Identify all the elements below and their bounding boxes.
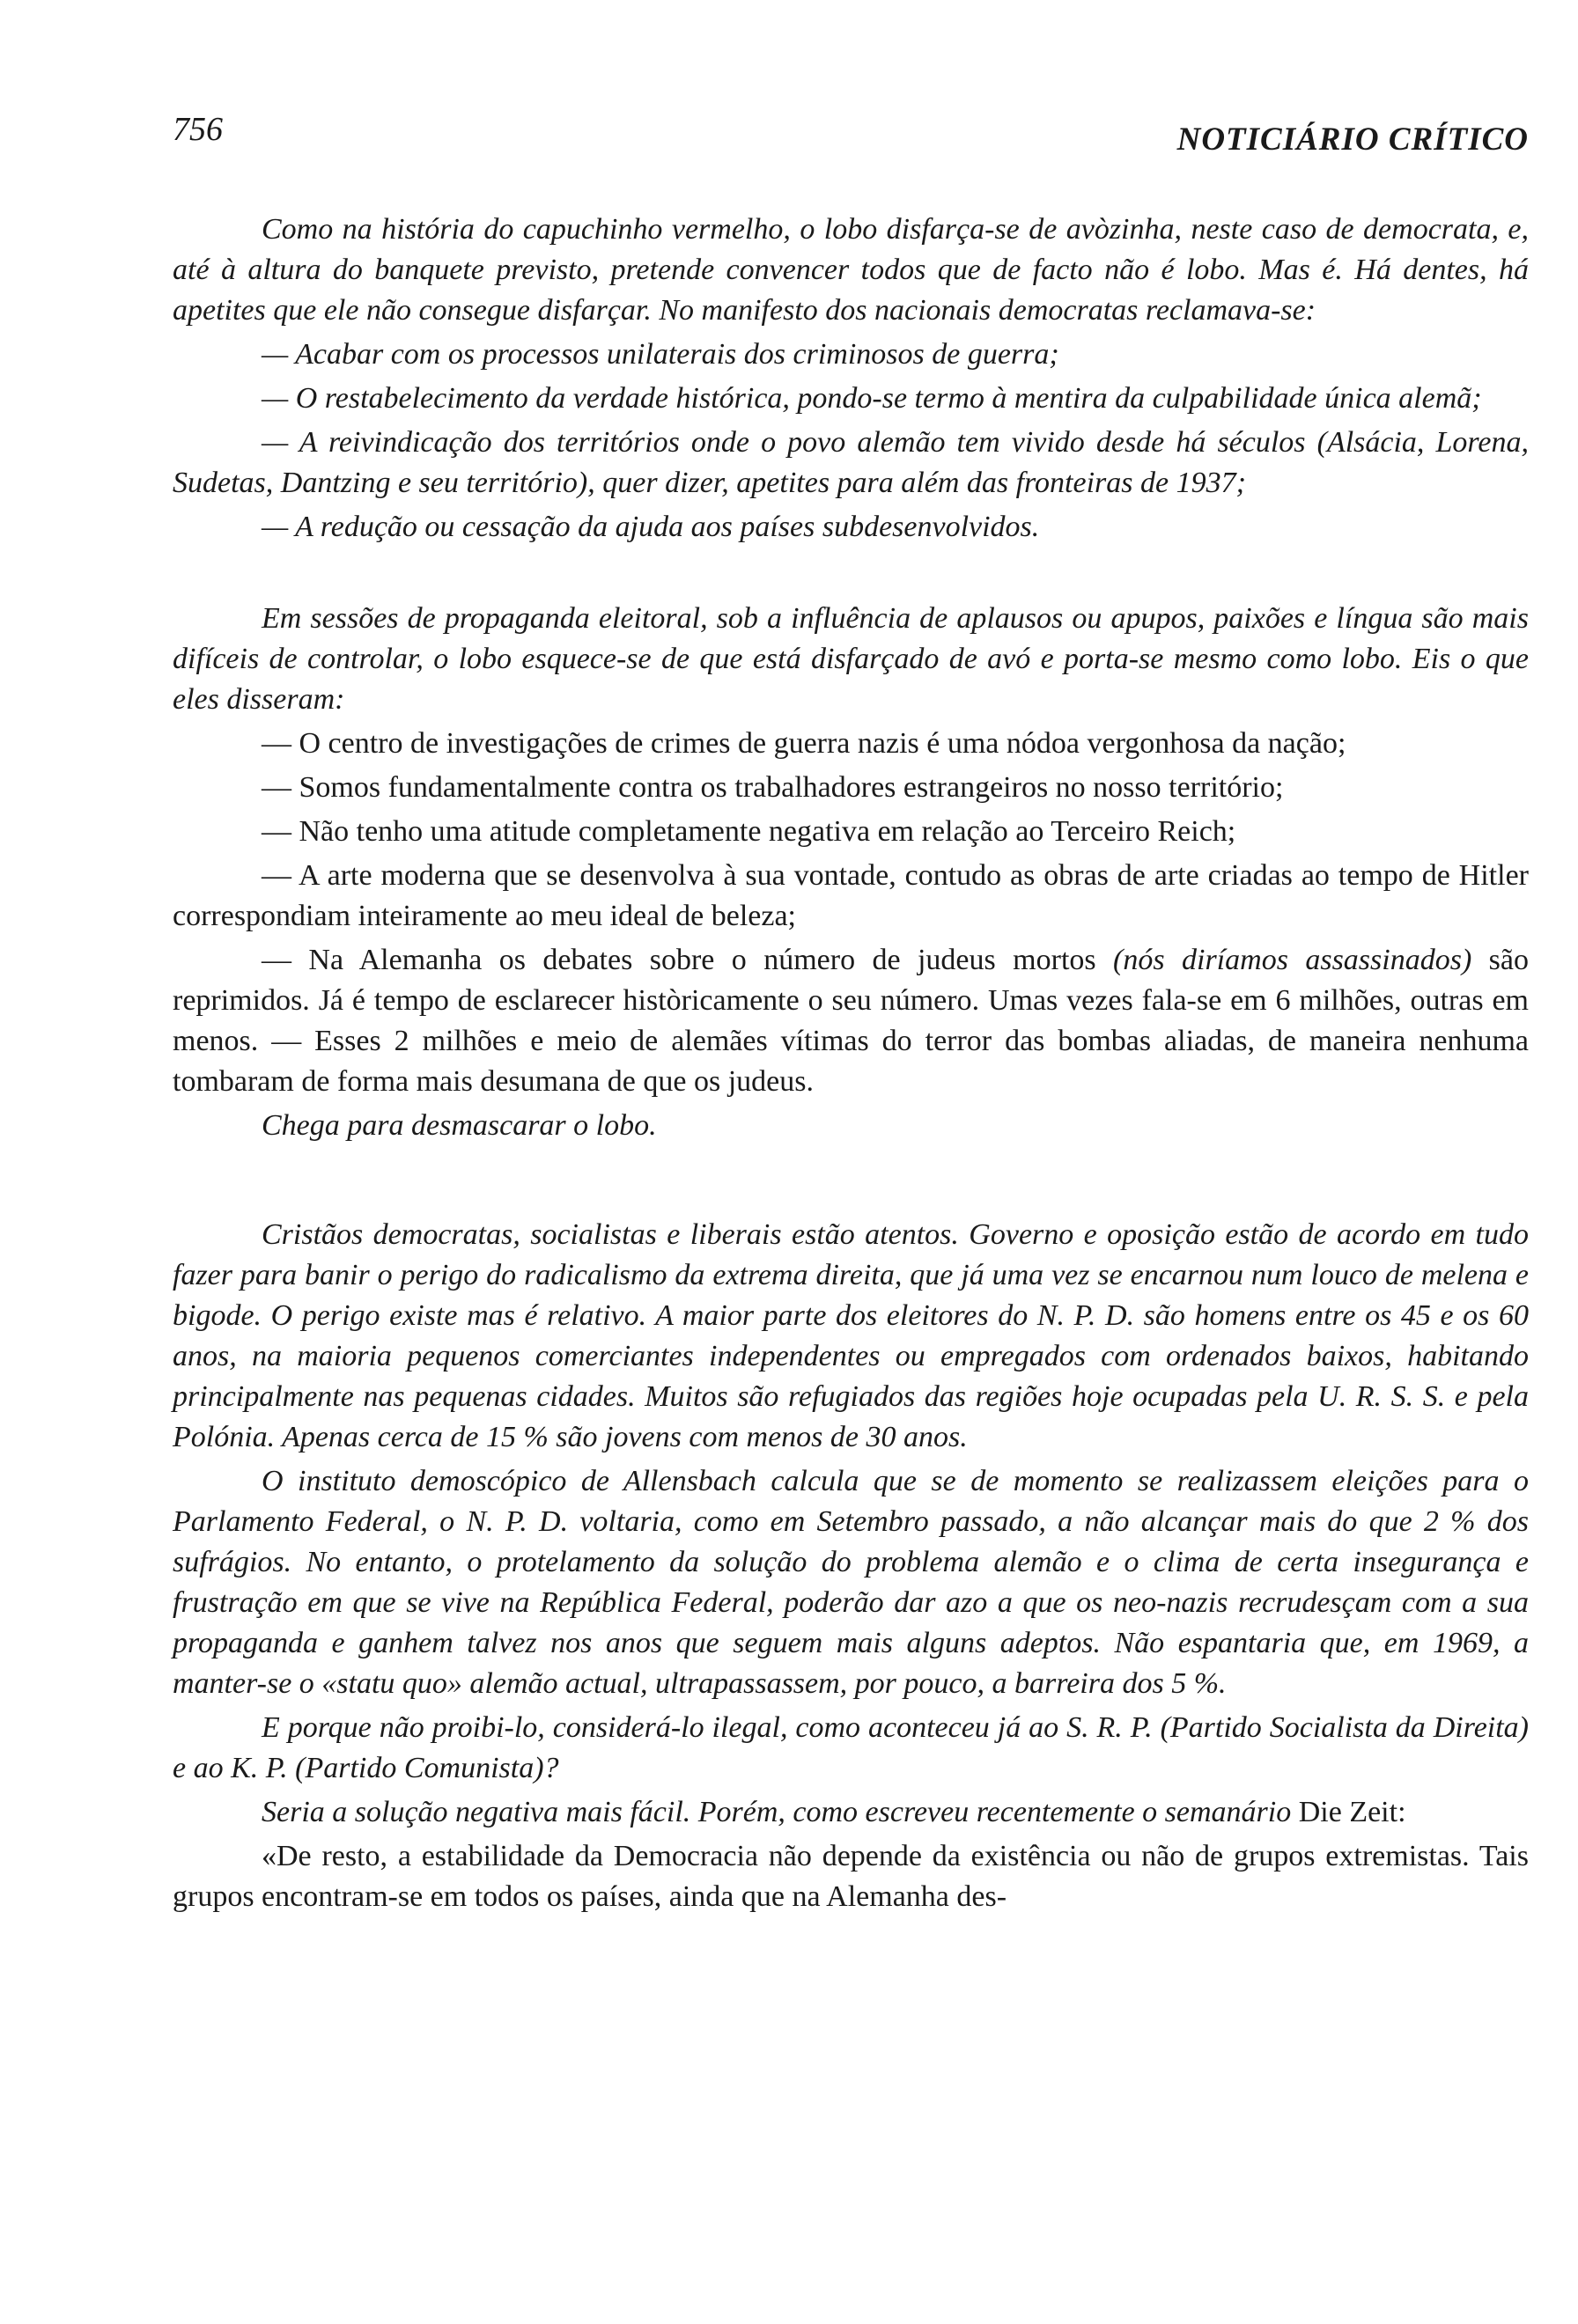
article-body [173, 210, 1529, 1917]
quote-item-jews-debate [173, 940, 1529, 1102]
paragraph-parties-attentive: Cristãos democratas, socialistas e liberais estão atentos. Governo e oposição estão de acordo em tudo fazer para banir o perigo do radicalismo da extrema direita, que já uma vez se encarnou num louco de melena e bigode. O perigo existe mas é relativo. A maior parte dos eleitores do N. P. D. são homens entre os 45 e os 60 anos, na maioria pequenos comerciantes independentes ou empregados com ordenados baixos, habitando principalmente nas pequenas cidades. Muitos são refugiados das regiões hoje ocupadas pela U. R. S. S. e pela Polónia. Apenas cerca de 15 % são jovens com menos de 30 anos. [173, 1218, 1529, 1453]
quote-item-third-reich: — Não tenho uma atitude completamente negativa em relação ao Terceiro Reich; [262, 815, 1236, 848]
manifesto-item-war-criminals: — Acabar com os processos unilaterais dos criminosos de guerra; [262, 338, 1059, 371]
die-zeit-intro-italic: Seria a solução negativa mais fácil. Porém, como escreveu recentemente o semanário [262, 1796, 1299, 1828]
paragraph-propaganda-sessions: Em sessões de propaganda eleitoral, sob a influência de aplausos ou apupos, paixões e língua são mais difíceis de controlar, o lobo esquece-se de que está disfarçado de avó e porta-se mesmo como lobo. Eis o que eles disseram: [173, 602, 1529, 716]
manifesto-item-territories: — A reivindicação dos territórios onde o povo alemão tem vivido desde há séculos (Alsácia, Lorena, Sudetas, Dantzing e seu território), quer dizer, apetites para além das fronteiras de 1937; [173, 426, 1529, 499]
quote-item-modern-art: — A arte moderna que se desenvolva à sua vontade, contudo as obras de arte criadas ao tempo de Hitler correspondiam inteiramente ao meu ideal de beleza; [173, 859, 1529, 932]
quote-item-foreign-workers: — Somos fundamentalmente contra os trabalhadores estrangeiros no nosso território; [262, 771, 1284, 804]
paragraph-unmask: Chega para desmascarar o lobo. [262, 1109, 657, 1142]
die-zeit-name: Die Zeit: [1298, 1796, 1406, 1828]
paragraph-die-zeit-quote: «De resto, a estabilidade da Democracia não depende da existência ou não de grupos extremistas. Tais grupos encontram-se em todos os países, ainda que na Alemanha des- [173, 1840, 1529, 1913]
paragraph-allensbach: O instituto demoscópico de Allensbach calcula que se de momento se realizassem eleições para o Parlamento Federal, o N. P. D. voltaria, como em Setembro passado, a não alcançar mais do que 2 % dos sufrágios. No entanto, o protelamento da solução do problema alemão e o clima de certa insegurança e frustração em que se vive na República Federal, poderão dar azo a que os neo-nazis recrudesçam com a sua propaganda e ganhem talvez nos anos que seguem mais alguns adeptos. Não espantaria que, em 1969, a manter-se o «statu quo» alemão actual, ultrapassassem, por pouco, a barreira dos 5 %. [173, 1465, 1529, 1700]
manifesto-item-historical-truth: — O restabelecimento da verdade histórica, pondo-se termo à mentira da culpabilidade única alemã; [262, 382, 1482, 415]
page-header [173, 110, 1529, 163]
running-head: NOTICIÁRIO CRÍTICO [1176, 121, 1529, 158]
quote-text-end: são reprimidos. Já é tempo de esclarecer històricamente o seu número. Umas vezes fala-se em 6 milhões, outras em menos. — Esses 2 milhões e meio de alemães vítimas do terror das bombas aliadas, de maneira nenhuma tombaram de forma mais desumana de que os judeus. [173, 944, 1530, 1098]
paragraph-ban-question: E porque não proibi-lo, considerá-lo ilegal, como aconteceu já ao S. R. P. (Partido Socialista da Direita) e ao K. P. (Partido Comunista)? [173, 1711, 1529, 1784]
quote-aside-italic: (nós diríamos assassinados) [1113, 944, 1472, 976]
manifesto-item-aid: — A redução ou cessação da ajuda aos países subdesenvolvidos. [262, 511, 1040, 543]
page-number: 756 [173, 111, 223, 148]
quote-item-investigation-centre: — O centro de investigações de crimes de guerra nazis é uma nódoa vergonhosa da nação; [262, 727, 1346, 760]
paragraph-die-zeit-intro [173, 1792, 1529, 1833]
paragraph-wolf-intro: Como na história do capuchinho vermelho, o lobo disfarça-se de avòzinha, neste caso de democrata, e, até à altura do banquete previsto, pretende convencer todos que de facto não é lobo. Mas é. Há dentes, há apetites que ele não consegue disfarçar. No manifesto dos nacionais democratas reclamava-se: [173, 213, 1529, 327]
quote-text-start: — Na Alemanha os debates sobre o número de judeus mortos [262, 944, 1114, 976]
